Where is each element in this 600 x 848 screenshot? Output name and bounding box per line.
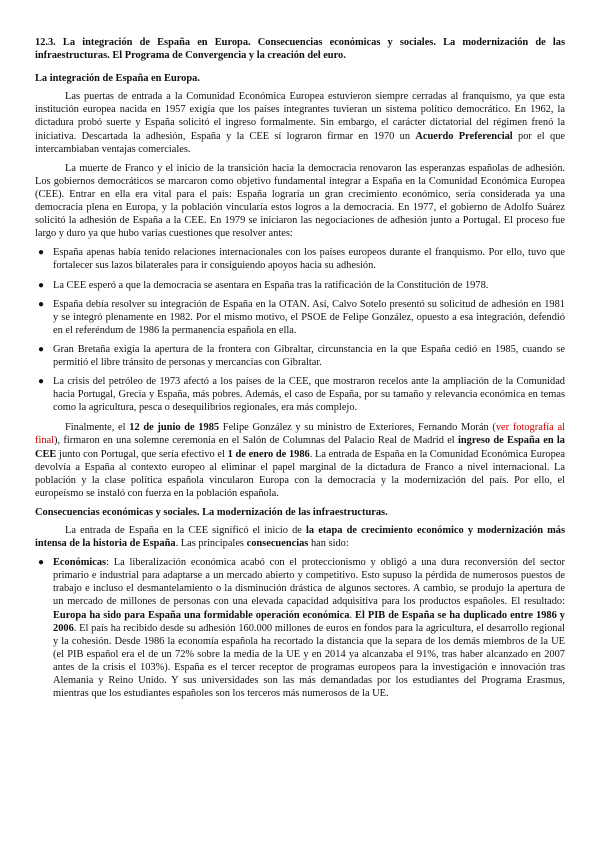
bold-term: Acuerdo Preferencial bbox=[415, 130, 513, 142]
list-item-text: España apenas había tenido relaciones internacionales con los países europeos durante el franquismo. Por ello, tuvo que fortalecer sus lazos bilaterales para ir consiguiendo apoyos hacia su adhesión. bbox=[53, 247, 565, 272]
list-item-text: La CEE esperó a que la democracia se asentara en España tras la ratificación de la Constitución de 1978. bbox=[53, 279, 489, 291]
text-run: Las puertas de entrada a la Comunidad Económica Europea estuvieron siempre cerradas al franquismo, ya que esta institución europea nacida en 1957 exigía que los países integrantes tuvieran un sistema político democrático. En 1962, la dictadura probó suerte y España solicitó el ingreso formalmente. Sin embargo, el carácter dictatorial del régimen frenó la iniciativa. Descartada la adhesión, España y la CEE sí lograron firmar en 1970 un bbox=[35, 91, 565, 142]
bold-term: Europa ha sido para España una formidable operación económica bbox=[53, 609, 350, 621]
bullet-icon: ● bbox=[38, 247, 45, 259]
bold-term: El PIB de España se ha duplicado entre 1986 y 2006 bbox=[53, 609, 566, 634]
section-heading-integration: La integración de España en Europa. bbox=[35, 73, 200, 85]
paragraph-adhesion bbox=[35, 421, 565, 500]
paragraph-franquismo bbox=[35, 90, 565, 155]
bold-date: 1 de enero de 1986 bbox=[227, 448, 310, 460]
document-page bbox=[35, 36, 565, 707]
text-run: . bbox=[349, 609, 356, 621]
text-run: . El país ha recibido desde su adhesión 160.000 millones de euros en fondos para la agricultura, el desarrollo regional y la cohesión. Desde 1986 la economía española ha recortado la distancia que la separa de los demás miembros de la UE (el PIB español era el de un 72% sobre la media de la UE y en 2014 ya alcanzaba el 91%, tras haber alcanzado en 2007 antes de la crisis el 103%). España es el tercer receptor de programas europeos para la investigación e innovación tras Alemania y Reino Unido. Y sus universidades son las más demandadas por los estudiantes del Programa Erasmus, mientras que los estudiantes españoles son los terceros más numerosos de la UE. bbox=[53, 622, 565, 700]
bold-term: la etapa de crecimiento económico y modernización más intensa de la historia de España bbox=[35, 525, 565, 550]
photo-link[interactable]: ver fotografía al final bbox=[35, 422, 565, 447]
bullet-icon: ● bbox=[38, 557, 45, 569]
consequences-list bbox=[35, 556, 565, 700]
text-run: . Las principales bbox=[175, 538, 247, 550]
list-item bbox=[35, 246, 565, 272]
list-item-text: La crisis del petróleo de 1973 afectó a los países de la CEE, que mostraron recelos ante la ampliación de la Comunidad hacia Portugal, Grecia y España, más pobres. Además, el caso de España, por su tamaño y relevancia económica en temas como la agricultura, pesca o desequilibrios regionales, era más complejo. bbox=[53, 376, 565, 414]
bullet-icon: ● bbox=[38, 343, 45, 355]
issues-list bbox=[35, 246, 565, 414]
bullet-icon: ● bbox=[38, 298, 45, 310]
bold-date: 12 de junio de 1985 bbox=[129, 422, 220, 434]
document-title: 12.3. La integración de España en Europa. Consecuencias económicas y sociales. La modernización de las infraestructuras. El Programa de Convergencia y la creación del euro. bbox=[35, 37, 565, 62]
list-item bbox=[35, 298, 565, 337]
list-item-text: Gran Bretaña exigía la apertura de la frontera con Gibraltar, circunstancia en la que España cedió en 1985, cuando se permitió el libre tránsito de personas y mercancías con Gibraltar. bbox=[53, 343, 565, 368]
list-item-economicas bbox=[35, 556, 565, 700]
bold-term: consecuencias bbox=[246, 538, 309, 550]
bullet-icon: ● bbox=[38, 376, 45, 388]
list-item bbox=[35, 343, 565, 369]
bullet-icon: ● bbox=[38, 279, 45, 291]
text-run: Finalmente, el bbox=[65, 422, 130, 434]
bold-label: Económicas bbox=[53, 557, 107, 569]
text-run: ), firmaron en una solemne ceremonia en el Salón de Columnas del Palacio Real de Madrid el bbox=[54, 435, 458, 447]
paragraph-transicion: La muerte de Franco y el inicio de la transición hacia la democracia renovaron las esperanzas españolas de adhesión. Los gobiernos democráticos se marcaron como objetivo fundamental integrar a España en la Comunidad Económica Europea (CEE). Entrar en ella era vital para el país: España lograría un gran crecimiento económico, sería considerada ya una democracia plena en Europa, y la población vincularía estos logros a la democracia. En 1977, el gobierno de Adolfo Suárez solicitó la adhesión de España a la CEE. En 1979 se iniciaron las negociaciones de adhesión junto a Portugal. El proceso fue largo y duro ya que hubo varias cuestiones que resolver antes: bbox=[35, 162, 565, 240]
section-heading-consequences: Consecuencias económicas y sociales. La modernización de las infraestructuras. bbox=[35, 506, 388, 518]
text-run: Felipe González y su ministro de Exteriores, Fernando Morán ( bbox=[219, 422, 496, 434]
text-run: La entrada de España en la CEE significó el inicio de bbox=[65, 525, 307, 536]
list-item bbox=[35, 279, 565, 292]
text-run: han sido: bbox=[308, 538, 349, 550]
text-run: junto con Portugal, que sería efectivo el bbox=[56, 448, 228, 460]
paragraph-consequences-intro bbox=[35, 524, 565, 550]
text-run: por el que intercambiaban ventajas comerciales. bbox=[35, 130, 565, 155]
list-item-text: España debía resolver su integración de España en la OTAN. Así, Calvo Sotelo presentó su solicitud de adhesión en 1981 y se integró plenamente en 1982. Por el mismo motivo, el PSOE de Felipe González, opuesto a esa integración, defendió en el referéndum de 1986 la permanencia española en ella. bbox=[53, 298, 565, 336]
text-run: : La liberalización económica acabó con el proteccionismo y obligó a una dura reconversión del sector primario e industrial para adaptarse a un mercado abierto y competitivo. Esto supuso la pérdida de numerosos puestos de trabajo e incluso el desmantelamiento o la disminución drástica de algunos sectores. A cambio, se produjo la apertura de un mercado de millones de personas con una elevada capacidad adquisitiva para los productos españoles. El resultado: bbox=[53, 557, 565, 608]
bold-term: ingreso de España en la CEE bbox=[35, 435, 565, 460]
text-run: . La entrada de España en la Comunidad Económica Europea devolvía a España al contexto europeo al eliminar el papel marginal de la dictadura de Franco a nivel internacional. La población y la clase política española vincularon Europa con la democracia y la modernización del país. Por ello, el europeísmo se instaló con fuerza en la población española. bbox=[35, 448, 565, 499]
list-item bbox=[35, 375, 565, 414]
